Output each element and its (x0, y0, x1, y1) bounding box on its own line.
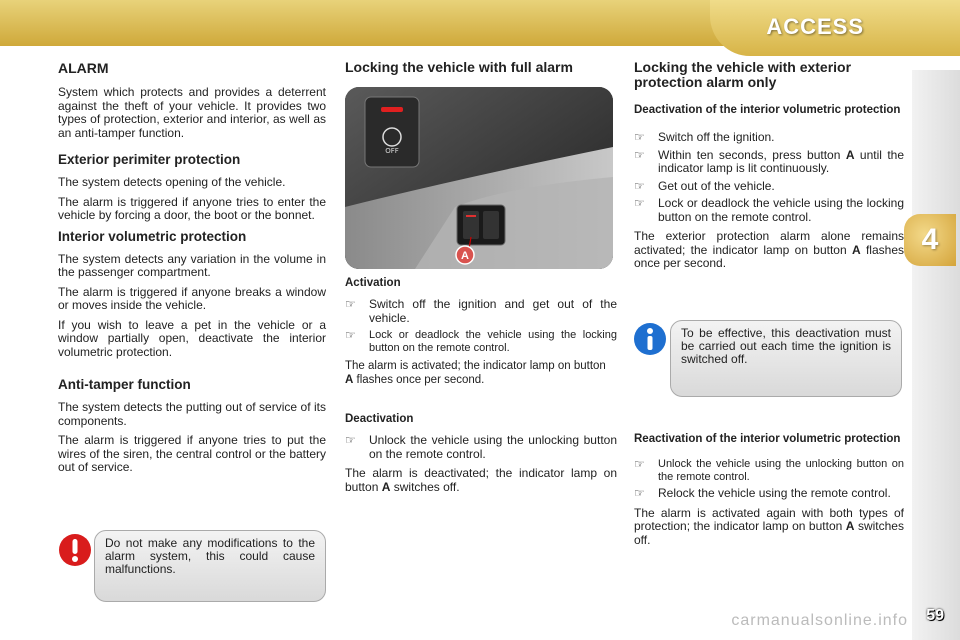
bullet-arrow-icon: ☞ (345, 328, 356, 342)
warning-note: Do not make any modifications to the alarm system, this could cause malfunctions. (94, 530, 326, 602)
tamper-paragraph-1: The system detects the putting out of service of its components. (58, 400, 326, 428)
full-alarm-heading: Locking the vehicle with full alarm (345, 59, 573, 75)
list-item: ☞ Switch off the ignition and get out of the vehicle. (345, 297, 617, 325)
reactivation-paragraph: The alarm is activated again with both types of protection; the indicator lamp on button A switches off. (634, 505, 904, 547)
bullet-arrow-icon: ☞ (634, 178, 645, 193)
activation-list (345, 298, 617, 354)
list-item: ☞ Switch off the ignition. (634, 130, 775, 144)
list-item: ☞ Within ten seconds, press button A until the indicator lamp is lit continuously. (634, 147, 905, 175)
interior-paragraph-1: The system detects any variation in the volume in the passenger compartment. (58, 251, 326, 279)
list-item: ☞ Unlock the vehicle using the unlocking button on the remote control. (634, 457, 904, 483)
reactivation-heading: Reactivation of the interior volumetric protection (634, 433, 901, 445)
interior-paragraph-3: If you wish to leave a pet in the vehicle or a window partially open, deactivate the interior volumetric protection. (58, 317, 326, 359)
column-alarm (58, 60, 326, 481)
svg-text:OFF: OFF (385, 147, 399, 155)
deactivation-interior-list (634, 131, 904, 224)
column-full-alarm (345, 60, 617, 500)
watermark: carmanualsonline.info (731, 612, 908, 629)
chapter-tab[interactable]: 4 (904, 214, 956, 266)
interior-paragraph-2: The alarm is triggered if anyone breaks a window or moves inside the vehicle. (58, 284, 326, 312)
info-note: To be effective, this deactivation must be carried out each time the ignition is switched off. (670, 320, 902, 397)
column-reactivation (634, 433, 904, 553)
deactivation-heading: Deactivation (345, 413, 414, 425)
activation-heading: Activation (345, 277, 401, 289)
list-item: ☞ Lock or deadlock the vehicle using the locking button on the remote control. (634, 196, 904, 224)
page-title: ACCESS (766, 14, 864, 39)
bullet-arrow-icon: ☞ (634, 130, 645, 144)
bullet-arrow-icon: ☞ (345, 297, 356, 311)
bullet-arrow-icon: ☞ (345, 433, 356, 447)
exterior-heading: Exterior perimiter protection (58, 152, 241, 167)
button-a-label: A (461, 250, 469, 262)
side-strip (912, 70, 960, 640)
exterior-paragraph-2: The alarm is triggered if anyone tries to enter the vehicle by forcing a door, the boot or the bonnet. (58, 194, 326, 222)
tamper-heading: Anti-tamper function (58, 377, 191, 392)
list-item: ☞ Relock the vehicle using the remote control. (634, 486, 891, 500)
list-item: ☞ Unlock the vehicle using the unlocking button on the remote control. (345, 433, 617, 461)
reactivation-list (634, 458, 904, 501)
activation-paragraph: The alarm is activated; the indicator lamp on button A flashes once per second. (345, 360, 606, 386)
info-icon (633, 322, 667, 356)
alarm-heading: ALARM (58, 60, 109, 76)
column-exterior-alarm (634, 60, 904, 277)
alarm-paragraph: System which protects and provides a deterrent against the theft of your vehicle. It provides two types of protection, exterior and interior, as well as an anti-tamper function. (58, 85, 326, 140)
warning-icon (58, 533, 92, 567)
list-item: ☞ Lock or deadlock the vehicle using the locking button on the remote control. (345, 328, 617, 354)
exterior-paragraph-1: The system detects opening of the vehicle. (58, 175, 286, 189)
tamper-paragraph-2: The alarm is triggered if anyone tries to put the wires of the siren, the central control or the battery out of service. (58, 433, 326, 474)
bullet-arrow-icon: ☞ (634, 486, 645, 500)
deactivation-list (345, 434, 617, 461)
list-item: ☞ Get out of the vehicle. (634, 178, 775, 193)
exterior-only-paragraph: The exterior protection alarm alone remains activated; the indicator lamp on button A flashes once per second. (634, 229, 904, 270)
alarm-button-photo (345, 87, 613, 269)
bullet-arrow-icon: ☞ (634, 147, 645, 162)
bullet-arrow-icon: ☞ (634, 196, 645, 210)
interior-heading: Interior volumetric protection (58, 228, 247, 244)
dashboard-illustration (345, 87, 613, 269)
page-number: 59 (926, 607, 944, 624)
deactivation-interior-heading: Deactivation of the interior volumetric protection (634, 104, 901, 116)
bullet-arrow-icon: ☞ (634, 457, 645, 471)
deactivation-paragraph: The alarm is deactivated; the indicator lamp on button A switches off. (345, 466, 617, 494)
exterior-alarm-heading: Locking the vehicle with exterior protection alarm only (634, 59, 852, 90)
